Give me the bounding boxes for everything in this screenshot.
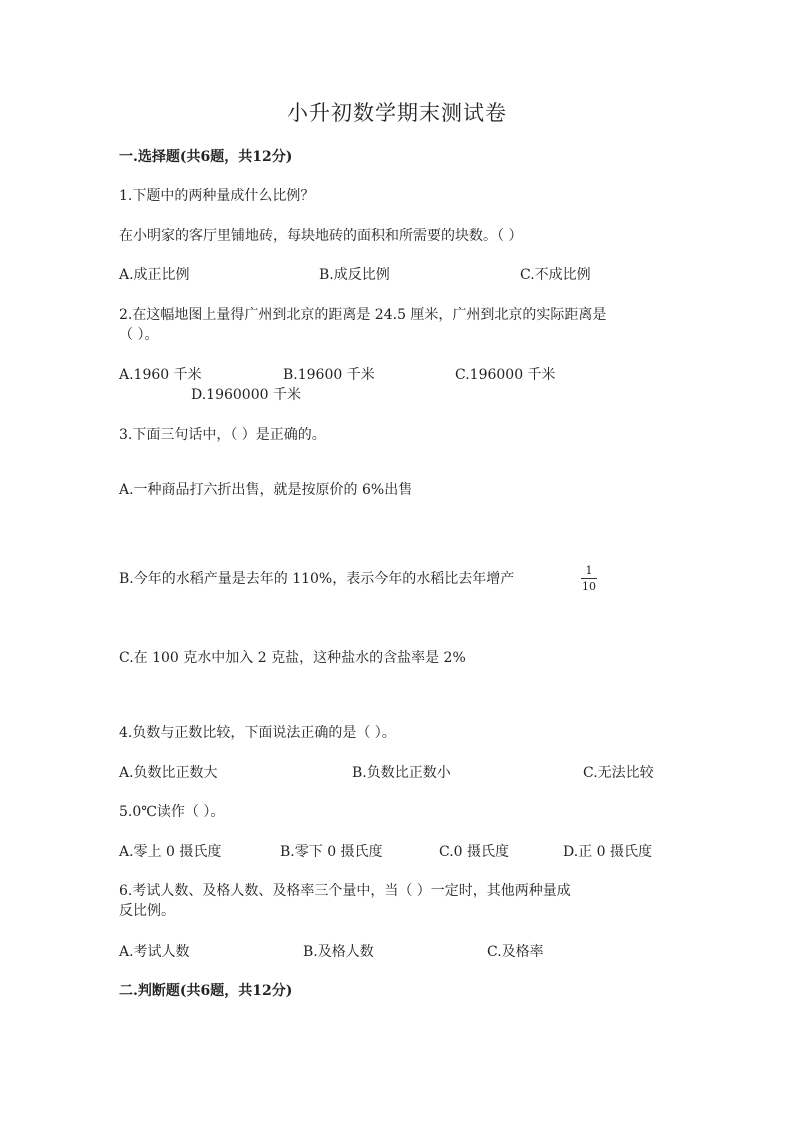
question-5-option-c: C.0 摄氏度 (439, 844, 510, 860)
question-6-option-c: C.及格率 (487, 944, 544, 960)
question-5-option-b: B.零下 0 摄氏度 (280, 844, 383, 860)
question-2-stem-continued: （ ）。 (119, 327, 159, 343)
question-6-stem-continued: 反比例。 (119, 903, 175, 919)
question-1-option-c: C.不成比例 (520, 267, 591, 283)
question-1-stem: 1.下题中的两种量成什么比例？ (119, 188, 315, 204)
question-3-option-a: A.一种商品打六折出售，就是按原价的 6%出售 (119, 482, 413, 498)
question-2-option-d: D.1960000 千米 (191, 387, 301, 403)
fraction-denominator: 10 (582, 580, 596, 593)
question-2-option-c: C.196000 千米 (455, 367, 556, 383)
question-5-option-a: A.零上 0 摄氏度 (119, 844, 222, 860)
question-6-stem: 6.考试人数、及格人数、及格率三个量中，当（ ）一定时，其他两种量成 (119, 883, 571, 899)
question-1-option-b: B.成反比例 (319, 267, 390, 283)
question-1-detail: 在小明家的客厅里铺地砖，每块地砖的面积和所需要的块数。（ ） (119, 228, 523, 244)
page-title: 小升初数学期末测试卷 (287, 101, 507, 125)
question-6-option-b: B.及格人数 (303, 944, 374, 960)
fraction-one-tenth (581, 564, 597, 593)
question-6-option-a: A.考试人数 (119, 944, 190, 960)
question-2-stem: 2.在这幅地图上量得广州到北京的距离是 24.5 厘米，广州到北京的实际距离是 (119, 307, 607, 323)
section-heading-judgment: 二.判断题(共6题，共12分) (119, 983, 293, 999)
question-4-stem: 4.负数与正数比较，下面说法正确的是（ ）。 (119, 725, 396, 741)
question-3-option-b: B.今年的水稻产量是去年的 110%，表示今年的水稻比去年增产 (119, 571, 515, 587)
question-4-option-a: A.负数比正数大 (119, 765, 218, 781)
question-3-stem: 3.下面三句话中，（ ）是正确的。 (119, 427, 326, 443)
question-3-option-c: C.在 100 克水中加入 2 克盐，这种盐水的含盐率是 2% (119, 650, 466, 666)
fraction-numerator: 1 (581, 564, 597, 579)
section-heading-choice: 一.选择题(共6题，共12分) (119, 149, 293, 165)
question-1-option-a: A.成正比例 (119, 267, 190, 283)
question-5-option-d: D.正 0 摄氏度 (563, 844, 652, 860)
question-2-option-a: A.1960 千米 (119, 367, 202, 383)
question-4-option-c: C.无法比较 (583, 765, 654, 781)
question-5-stem: 5.0℃读作（ ）。 (119, 804, 225, 820)
question-4-option-b: B.负数比正数小 (352, 765, 451, 781)
question-2-option-b: B.19600 千米 (283, 367, 375, 383)
